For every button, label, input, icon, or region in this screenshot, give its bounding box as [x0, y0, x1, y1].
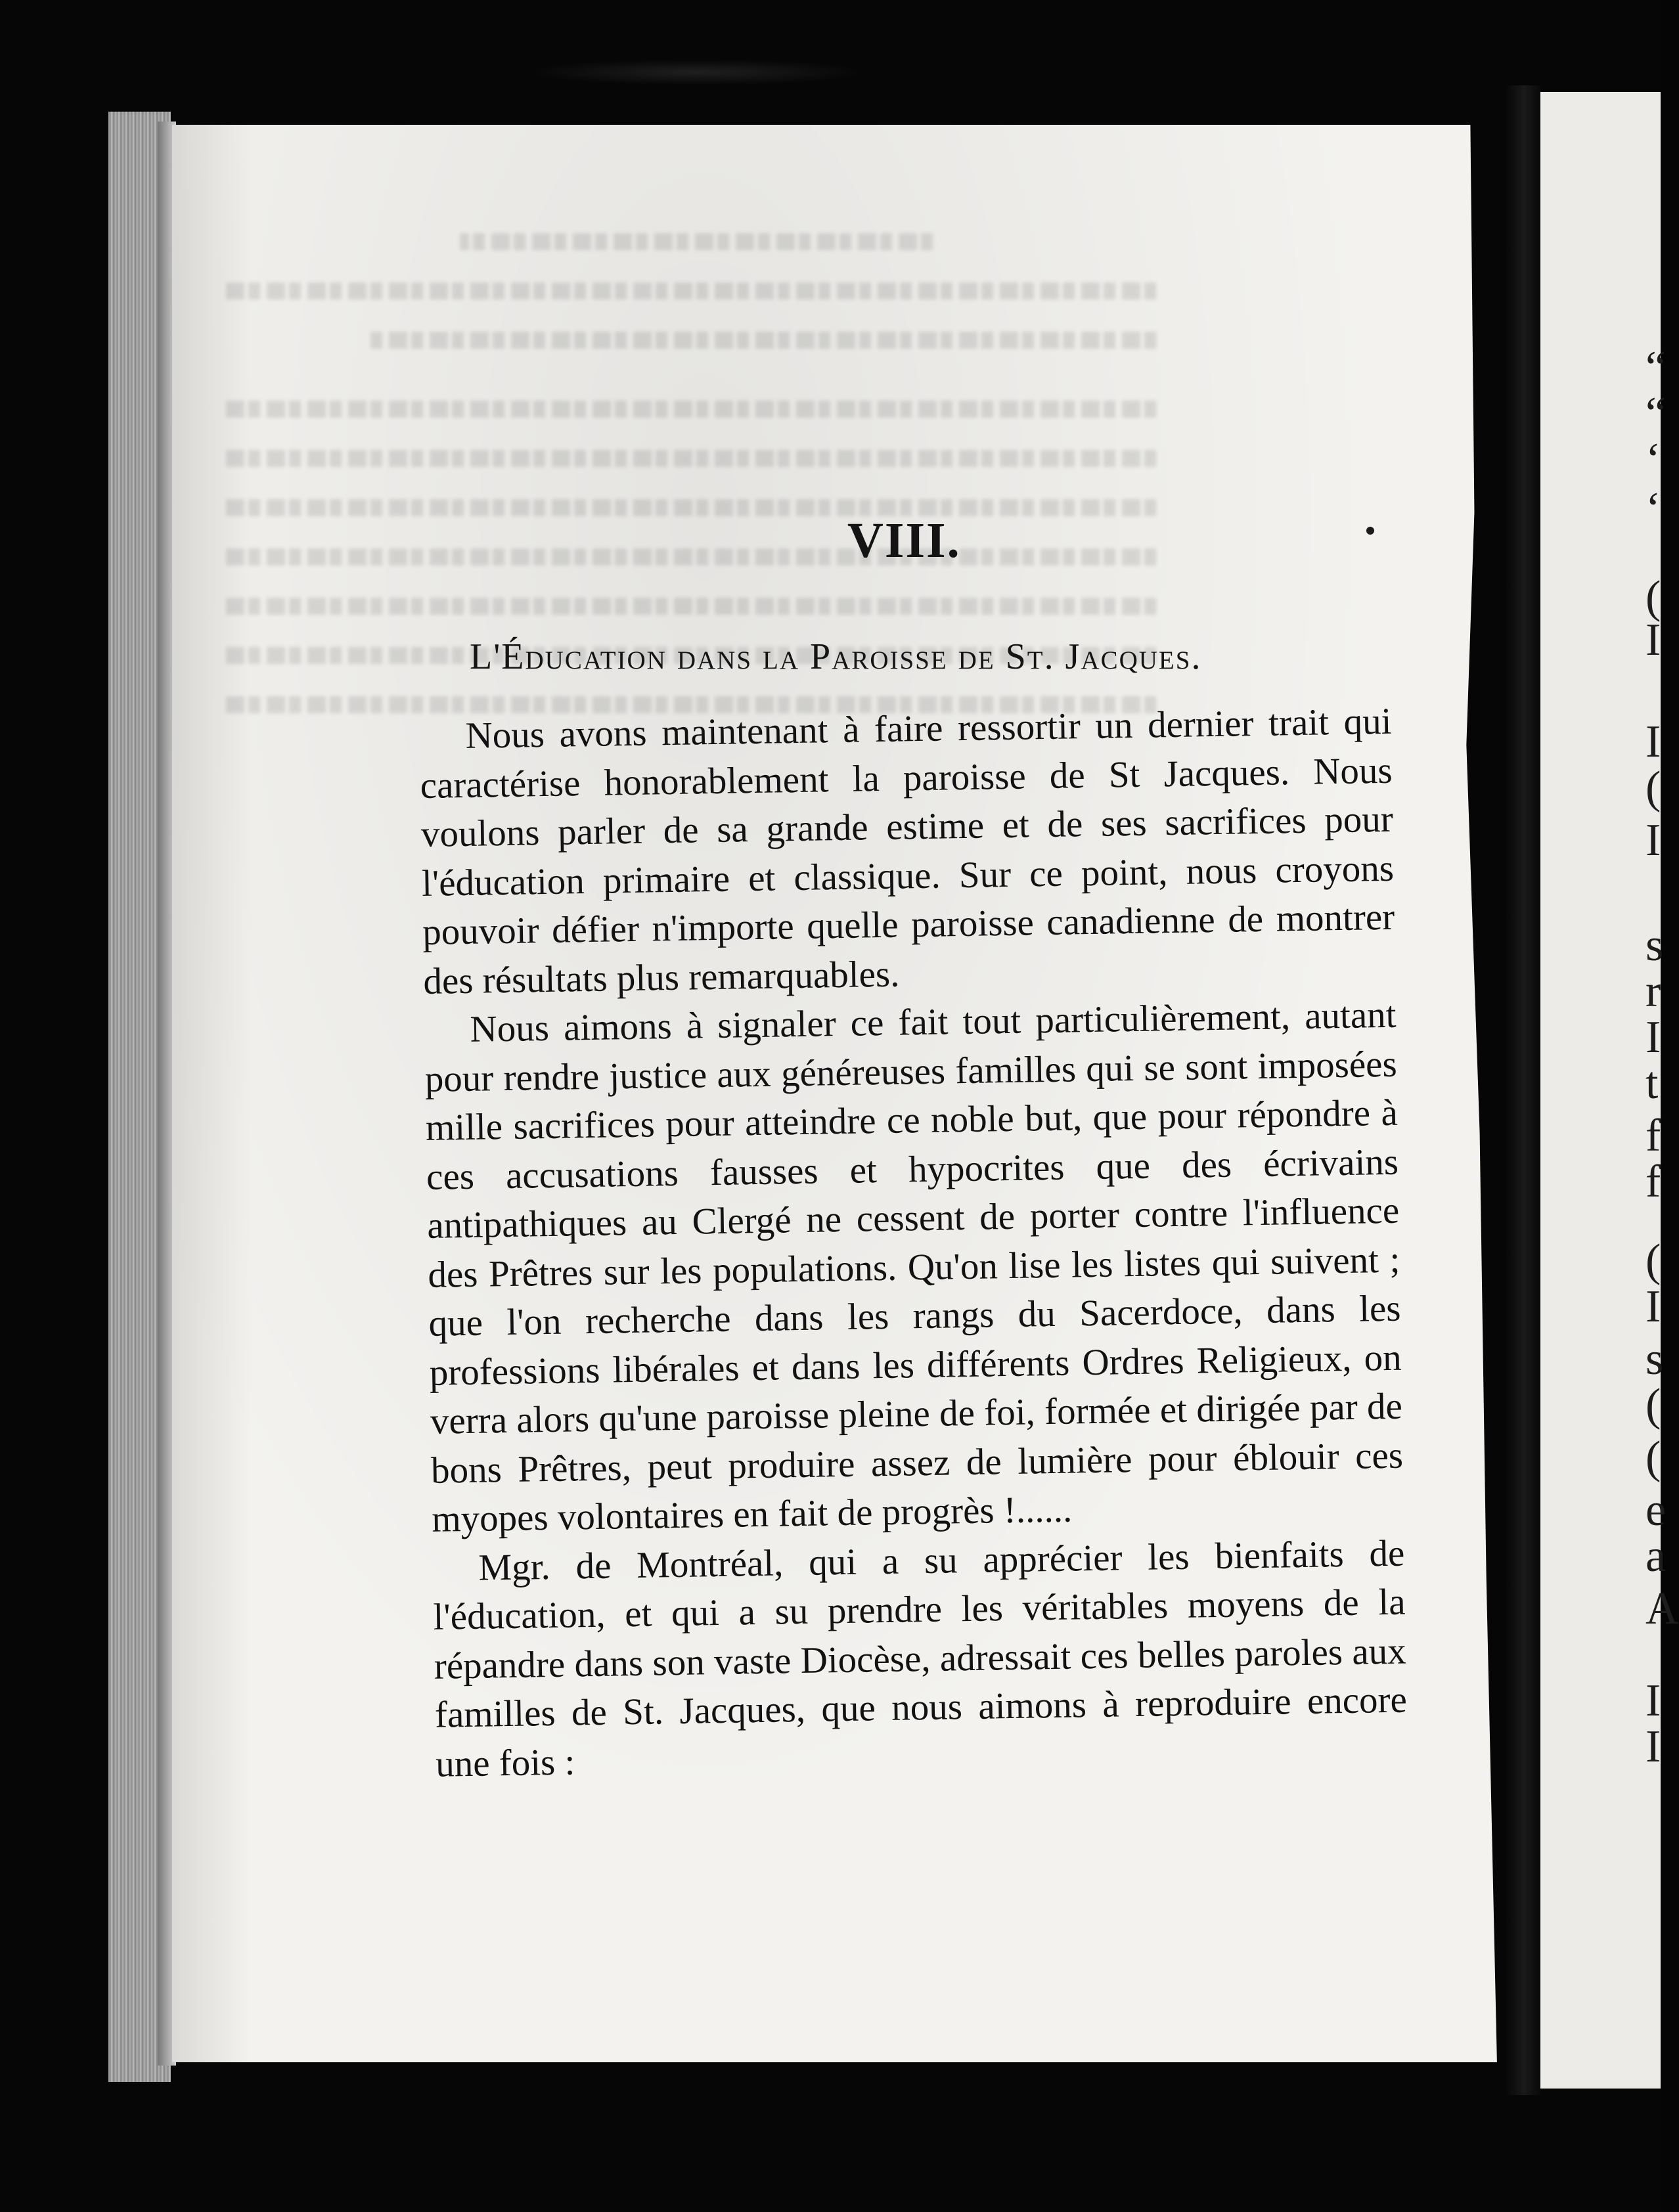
facing-page [1540, 92, 1664, 2089]
paragraph: Nous avons maintenant à faire ressortir un dernier trait qui caractérise honorablement la paroisse de St Jacques. Nous voulons parler de sa grande estime et de ses sacrifices pour l'éducation primaire et classique. Sur ce point, nous croyons pouvoir défier n'importe quelle paroisse canadienne de montrer des résultats plus remarquables. [420, 700, 1395, 1002]
facing-page-glyph: “ [1645, 388, 1667, 439]
paragraph: Nous aimons à signaler ce fait tout particulièrement, autant pour rendre justice aux généreuses familles qui se sont imposées mille sacrifices pour atteindre ce noble but, que pour répondre à ces accusations fausses et hypocrites que des écrivains antipathiques au Clergé ne cessent de porter contre l'influence des Prêtres sur les populations. Qu'on lise les listes qui suivent ; que l'on recherche dans les rangs du Sacerdoce, dans les professions libérales et dans les différents Ordres Religieux, on verra alors qu'une paroisse pleine de foi, formée et dirigée par de bons Prêtres, peut produire assez de lumière pour éblouir ces myopes volontaires en fait de progrès !...... [424, 994, 1404, 1540]
facing-page-glyph: ( [1645, 1432, 1661, 1483]
film-mark [427, 2182, 447, 2201]
facing-page-glyph: I [1645, 1281, 1661, 1332]
chapter-number: VIII. [847, 513, 961, 568]
facing-page-glyph: ‘ [1645, 483, 1661, 534]
paragraph: Mgr. de Montréal, qui a su apprécier les bienfaits de l'éducation, et qui a su prendre les véritables moyens de la répandre dans son vaste Diocèse, adressait ces belles paroles aux familles de St. Jacques, que nous aimons à reproduire encore une fois : [433, 1532, 1408, 1785]
facing-page-glyph: ( [1645, 572, 1661, 623]
facing-page-glyph: I [1645, 717, 1661, 767]
facing-page-glyph: s [1645, 1334, 1664, 1384]
facing-page-glyph: ( [1645, 1235, 1661, 1286]
facing-page-glyph: I [1645, 1675, 1661, 1726]
facing-page-glyph: r [1645, 966, 1661, 1017]
facing-page-glyph: I [1645, 815, 1661, 866]
facing-page-glyph: ‘ [1645, 434, 1661, 485]
facing-page-glyph: ( [1645, 763, 1661, 813]
facing-page-glyph: ( [1645, 1380, 1661, 1430]
facing-page-glyph: A [1645, 1583, 1679, 1634]
facing-page-glyph: “ [1645, 342, 1667, 393]
facing-page-glyph: f [1645, 1111, 1661, 1161]
facing-page-glyph: a [1645, 1531, 1667, 1582]
book-gutter [1504, 85, 1544, 2095]
facing-page-glyph: I [1645, 1012, 1661, 1063]
facing-page-glyph: s [1645, 920, 1664, 971]
facing-page-glyph: I [1645, 615, 1661, 665]
chapter-title: L'Éducation dans la Paroisse de St. Jacques. [470, 636, 1202, 677]
ink-dot [1366, 527, 1374, 535]
facing-page-glyph: f [1645, 1157, 1661, 1207]
body-text [419, 697, 1408, 1789]
film-smudge [526, 59, 867, 85]
facing-page-glyph: t [1645, 1058, 1659, 1109]
facing-page-glyph: I [1645, 1721, 1661, 1772]
facing-page-glyph: e [1645, 1485, 1667, 1536]
